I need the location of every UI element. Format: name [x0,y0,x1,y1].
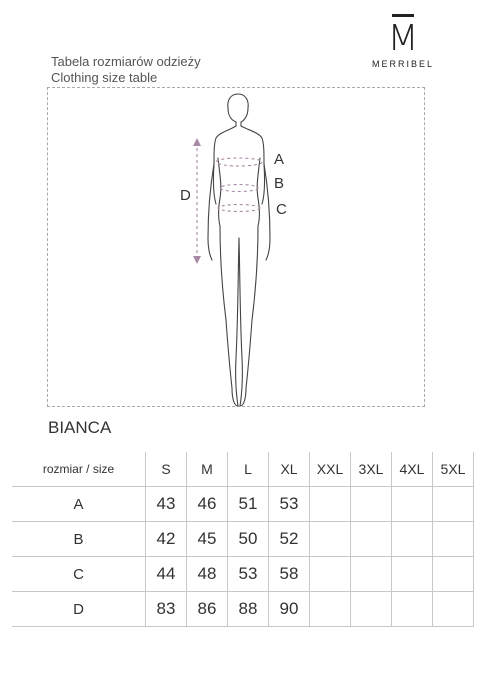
arrow-up-icon [193,138,201,146]
row-label: A [12,487,146,522]
table-cell [310,522,351,557]
arrow-down-icon [193,256,201,264]
table-cell: 48 [187,557,228,592]
label-a: A [274,151,285,168]
size-header: 4XL [392,452,433,487]
size-header: 3XL [351,452,392,487]
header-label: rozmiar / size [12,452,146,487]
table-cell: 51 [228,487,269,522]
table-cell [351,592,392,627]
table-cell: 53 [228,557,269,592]
brand-name: MERRIBEL [371,59,434,69]
table-cell [351,487,392,522]
table-cell: 50 [228,522,269,557]
table-cell [310,592,351,627]
table-cell: 46 [187,487,228,522]
table-cell [392,487,433,522]
size-header: M [187,452,228,487]
table-cell: 83 [146,592,187,627]
table-cell: 52 [269,522,310,557]
size-header: S [146,452,187,487]
size-header: L [228,452,269,487]
table-cell: 44 [146,557,187,592]
table-cell [433,592,474,627]
table-cell [433,522,474,557]
heading-polish: Tabela rozmiarów odzieży [51,54,201,69]
page-heading [51,54,201,86]
table-cell: 88 [228,592,269,627]
body-outline [208,94,270,406]
label-b: B [274,175,285,192]
table-cell: 58 [269,557,310,592]
table-cell: 45 [187,522,228,557]
size-header: XXL [310,452,351,487]
table-row [12,592,474,627]
size-header: XL [269,452,310,487]
table-cell [310,487,351,522]
label-c: C [276,201,287,218]
table-cell [351,557,392,592]
table-cell [433,487,474,522]
body-figure-illustration [150,88,330,408]
size-table [12,452,474,627]
table-cell [351,522,392,557]
table-cell [433,557,474,592]
heading-english: Clothing size table [51,70,158,85]
measurement-lines [197,142,262,260]
table-cell: 53 [269,487,310,522]
table-cell [392,522,433,557]
table-cell [392,592,433,627]
table-row [12,487,474,522]
table-cell [392,557,433,592]
table-cell: 42 [146,522,187,557]
brand-logo [360,14,446,69]
size-header: 5XL [433,452,474,487]
row-label: D [12,592,146,627]
logo-letter: M [387,18,419,59]
table-cell: 90 [269,592,310,627]
bust-line [216,158,262,166]
table-cell [310,557,351,592]
table-row [12,557,474,592]
model-name: BIANCA [48,418,112,437]
logo-macron [392,14,414,17]
row-label: C [12,557,146,592]
table-cell: 86 [187,592,228,627]
row-label: B [12,522,146,557]
hip-line [218,205,260,212]
waist-line [220,185,258,192]
table-row [12,522,474,557]
table-cell: 43 [146,487,187,522]
size-header-row [12,452,474,487]
label-d: D [180,187,191,204]
